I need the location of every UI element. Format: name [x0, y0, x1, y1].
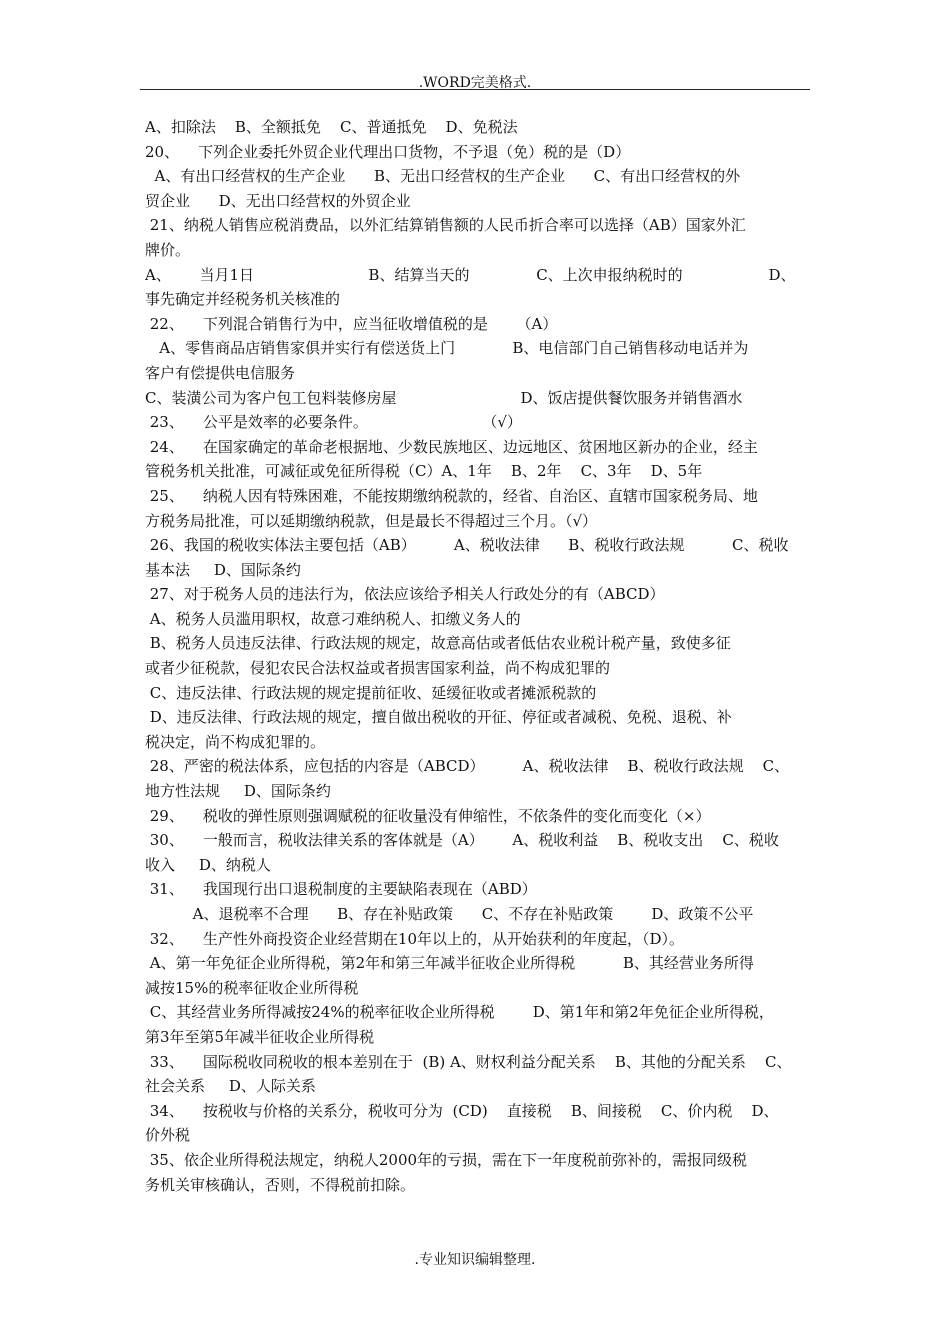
- text-line: 29、 税收的弹性原则强调赋税的征收量没有伸缩性，不依条件的变化而变化（×）: [145, 806, 711, 825]
- text-line: A、税务人员滥用职权，故意刁难纳税人、扣缴义务人的: [145, 609, 521, 628]
- text-line: 方税务局批准，可以延期缴纳税款，但是最长不得超过三个月。（√）: [145, 511, 598, 530]
- header-rule: [140, 89, 810, 90]
- text-line: 事先确定并经税务机关核准的: [145, 290, 341, 309]
- text-line: C、其经营业务所得减按24%的税率征收企业所得税 D、第1年和第2年免征企业所得税，: [145, 1003, 774, 1022]
- text-line: A、退税率不合理 B、存在补贴政策 C、不存在补贴政策 D、政策不公平: [145, 905, 754, 923]
- text-line: 32、 生产性外商投资企业经营期在10年以上的，从开始获利的年度起，（D）。: [145, 929, 685, 948]
- text-line: 管税务机关批准，可减征或免征所得税（C）A、1年 B、2年 C、3年 D、5年: [145, 462, 703, 481]
- text-line: 地方性法规 D、国际条约: [145, 782, 331, 801]
- text-line: 第3年至第5年减半征收企业所得税: [145, 1027, 375, 1046]
- text-line: A、有出口经营权的生产企业 B、无出口经营权的生产企业 C、有出口经营权的外: [145, 167, 741, 186]
- text-line: 21、纳税人销售应税消费品，以外汇结算销售额的人民币折合率可以选择（AB）国家外汇: [145, 216, 746, 235]
- text-line: 贸企业 D、无出口经营权的外贸企业: [145, 191, 411, 210]
- text-line: 税决定，尚不构成犯罪的。: [145, 732, 326, 751]
- text-line: 基本法 D、国际条约: [145, 560, 301, 579]
- text-line: 30、 一般而言，税收法律关系的客体就是（A） A、税收利益 B、税收支出 C、税收: [145, 831, 779, 850]
- text-line: 或者少征税款，侵犯农民合法权益或者损害国家利益，尚不构成犯罪的: [145, 659, 611, 678]
- text-line: B、税务人员违反法律、行政法规的规定，故意高估或者低估农业税计税产量，致使多征: [145, 634, 731, 653]
- page-header: .WORD完美格式.: [418, 75, 532, 91]
- text-line: 22、 下列混合销售行为中，应当征收增值税的是 （A）: [145, 314, 558, 333]
- text-line: C、违反法律、行政法规的规定提前征收、延缓征收或者摊派税款的: [145, 683, 597, 702]
- text-line: 牌价。: [145, 240, 191, 259]
- text-line: 24、 在国家确定的革命老根据地、少数民族地区、边远地区、贫困地区新办的企业，经主: [145, 437, 758, 456]
- text-line: 33、 国际税收同税收的根本差别在于 (B) A、财权利益分配关系 B、其他的分配关系 C、: [145, 1052, 792, 1071]
- text-line: 客户有偿提供电信服务: [145, 363, 296, 382]
- text-line: C、装潢公司为客户包工包料装修房屋 D、饭店提供餐饮服务并销售酒水: [145, 388, 743, 407]
- text-line: 收入 D、纳税人: [145, 855, 271, 874]
- text-line: 社会关系 D、人际关系: [145, 1077, 316, 1096]
- page-footer: .专业知识编辑整理.: [414, 1252, 536, 1268]
- text-line: A、扣除法 B、全额抵免 C、普通抵免 D、免税法: [145, 118, 518, 136]
- text-line: 31、 我国现行出口退税制度的主要缺陷表现在（ABD）: [145, 880, 537, 899]
- text-line: 减按15%的税率征收企业所得税: [145, 978, 359, 997]
- text-line: 34、 按税收与价格的关系分，税收可分为 (CD) 直接税 B、间接税 C、价内税 D、: [145, 1101, 779, 1120]
- text-line: 务机关审核确认，否则，不得税前扣除。: [145, 1175, 416, 1194]
- text-line: A、零售商品店销售家俱并实行有偿送货上门 B、电信部门自己销售移动电话并为: [145, 339, 749, 358]
- text-line: D、违反法律、行政法规的规定，擅自做出税收的开征、停征或者减税、免税、退税、补: [145, 708, 732, 727]
- text-line: 35、依企业所得税法规定，纳税人2000年的亏损，需在下一年度税前弥补的，需报同级税: [145, 1150, 748, 1169]
- text-line: 27、对于税务人员的违法行为，依法应该给予相关人行政处分的有（ABCD）: [145, 585, 665, 604]
- text-line: 26、我国的税收实体法主要包括（AB） A、税收法律 B、税收行政法规 C、税收: [145, 536, 789, 555]
- text-line: A、 当月1日 B、结算当天的 C、上次申报纳税时的 D、: [145, 265, 796, 284]
- text-line: 25、 纳税人因有特殊困难，不能按期缴纳税款的，经省、自治区、直辖市国家税务局、地: [145, 486, 758, 505]
- text-line: 20、 下列企业委托外贸企业代理出口货物，不予退（免）税的是（D）: [145, 142, 631, 161]
- text-line: 23、 公平是效率的必要条件。 （√）: [145, 413, 522, 432]
- document-body: [145, 115, 810, 1197]
- text-line: A、第一年免征企业所得税，第2年和第三年减半征收企业所得税 B、其经营业务所得: [145, 954, 754, 973]
- text-line: 28、严密的税法体系，应包括的内容是（ABCD） A、税收法律 B、税收行政法规 C、: [145, 757, 790, 776]
- text-line: 价外税: [145, 1126, 191, 1145]
